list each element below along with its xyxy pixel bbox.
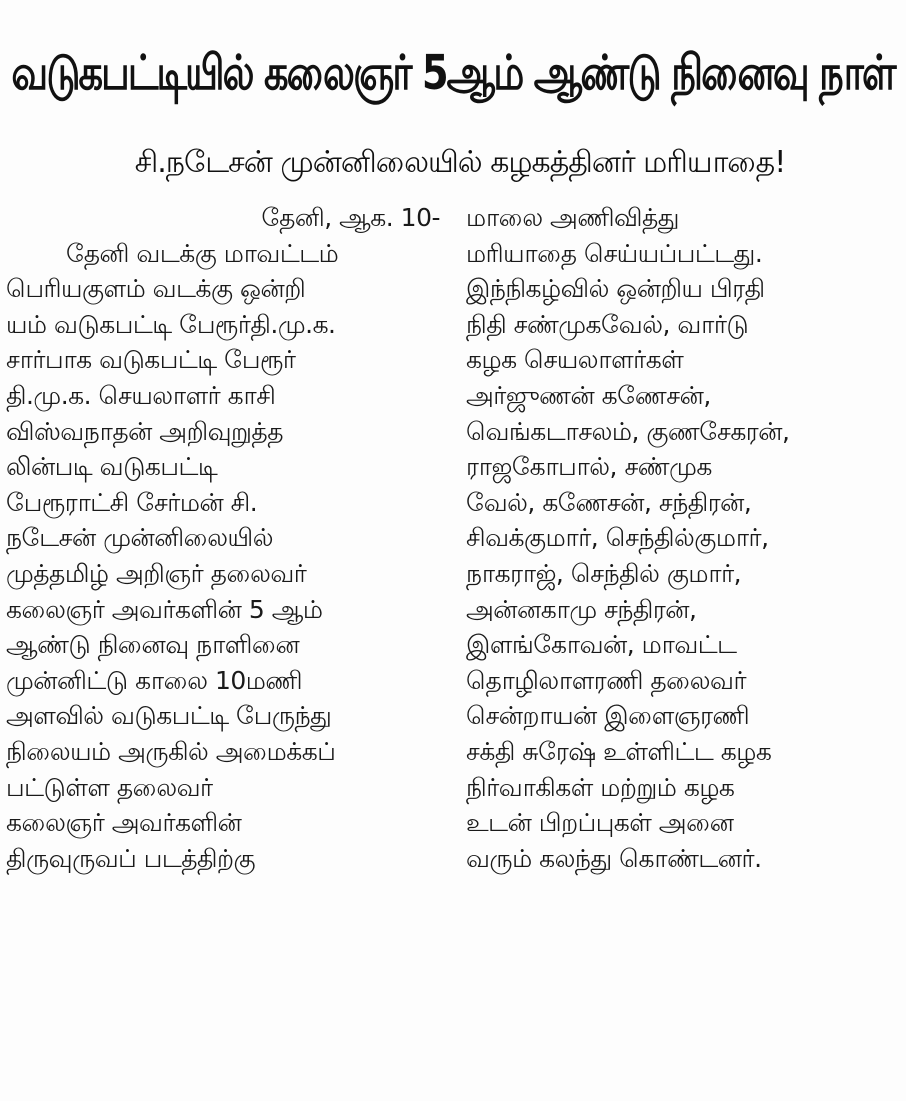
body-line: வெங்கடாசலம், குணசேகரன்,	[466, 416, 790, 446]
body-line: சிவக்குமார், செந்தில்குமார்,	[466, 523, 769, 553]
body-line: பேரூராட்சி சேர்மன் சி.	[6, 487, 258, 517]
body-line: உடன் பிறப்புகள் அனை	[466, 808, 734, 838]
body-line: அன்னகாமு சந்திரன்,	[466, 594, 697, 624]
body-line: ராஜகோபால், சண்முக	[466, 452, 712, 482]
body-line: மரியாதை செய்யப்பட்டது.	[466, 238, 763, 268]
body-line: நடேசன் முன்னிலையில்	[6, 523, 273, 553]
body-line: சென்றாயன் இளைஞரணி	[466, 701, 750, 731]
body-line: லின்படி வடுகபட்டி	[6, 452, 218, 482]
body-line: அர்ஜுணன் கணேசன்,	[466, 380, 711, 410]
body-line: நாகராஜ், செந்தில் குமார்,	[466, 558, 742, 588]
body-line: விஸ்வநாதன் அறிவுறுத்த	[6, 416, 283, 446]
body-line: இந்நிகழ்வில் ஒன்றிய பிரதி	[466, 274, 765, 304]
body-line: முன்னிட்டு காலை 10மணி	[6, 665, 303, 695]
body-line: நிலையம் அருகில் அமைக்கப்	[6, 736, 336, 766]
subheadline: சி.நடேசன் முன்னிலையில் கழகத்தினர் மரியாதை!	[134, 145, 786, 180]
body-line: வேல், கணேசன், சந்திரன்,	[466, 487, 752, 517]
body-line: நிதி சண்முகவேல், வார்டு	[466, 309, 749, 339]
body-line: தொழிலாளரணி தலைவர்	[466, 665, 747, 695]
body-line: பட்டுள்ள தலைவர்	[6, 772, 213, 802]
body-line: திருவுருவப் படத்திற்கு	[6, 843, 256, 873]
article-column-right	[466, 200, 902, 876]
body-line: பெரியகுளம் வடக்கு ஒன்றி	[6, 274, 306, 304]
body-line: முத்தமிழ் அறிஞர் தலைவர்	[6, 558, 307, 588]
body-line: சக்தி சுரேஷ் உள்ளிட்ட கழக	[466, 736, 772, 766]
body-line: தி.மு.க. செயலாளர் காசி	[6, 380, 276, 410]
body-line: தேனி வடக்கு மாவட்டம்	[66, 238, 339, 268]
headline: வடுகபட்டியில் கலைஞர் 5ஆம் ஆண்டு நினைவு நாள்	[11, 45, 895, 102]
body-line: இளங்கோவன், மாவட்ட	[466, 630, 737, 660]
body-line: கலைஞர் அவர்களின் 5 ஆம்	[6, 594, 323, 624]
body-line: கழக செயலாளர்கள்	[466, 345, 684, 375]
body-line: சார்பாக வடுகபட்டி பேரூர்	[6, 345, 296, 375]
body-line: யம் வடுகபட்டி பேரூர்தி.மு.க.	[6, 309, 336, 339]
dateline: தேனி, ஆக. 10-	[261, 203, 440, 232]
body-line: ஆண்டு நினைவு நாளினை	[6, 630, 300, 660]
body-line: வரும் கலந்து கொண்டனர்.	[466, 843, 762, 873]
body-line: நிர்வாகிகள் மற்றும் கழக	[466, 772, 735, 802]
body-line: கலைஞர் அவர்களின்	[6, 808, 242, 838]
body-line: அளவில் வடுகபட்டி பேருந்து	[6, 701, 332, 731]
body-line: மாலை அணிவித்து	[466, 203, 679, 232]
article-column-left	[6, 200, 444, 876]
